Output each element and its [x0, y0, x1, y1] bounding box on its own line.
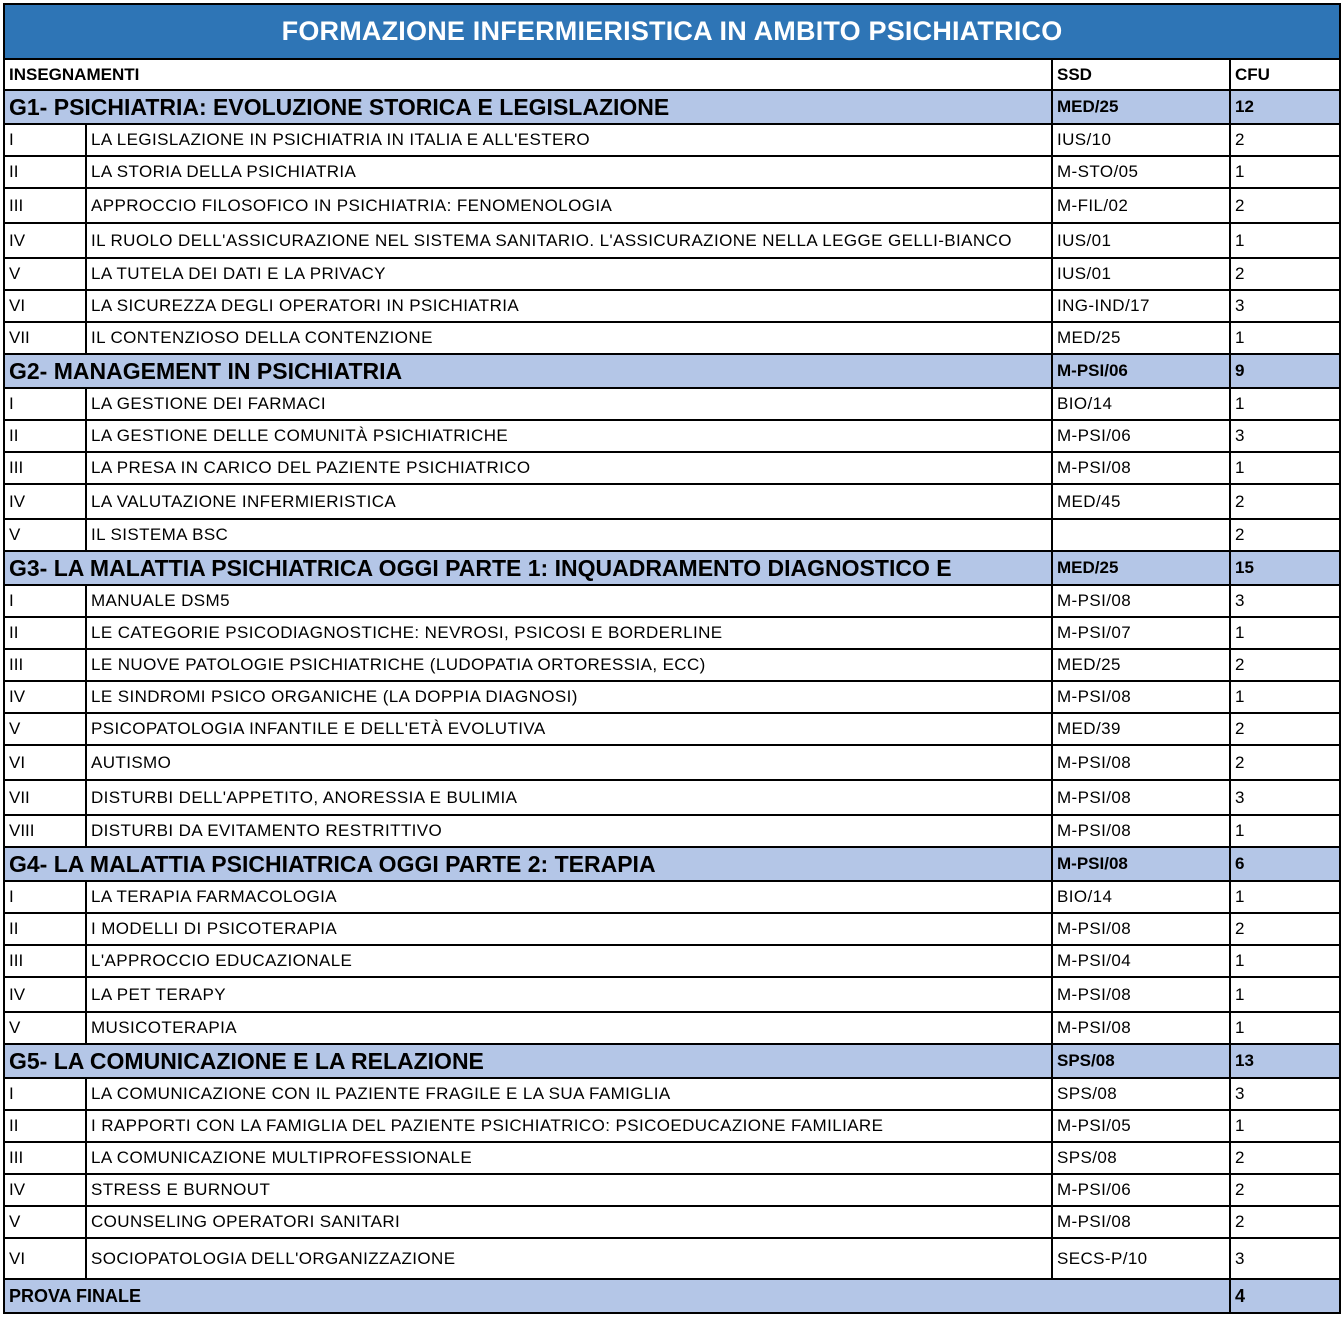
table-row [4, 881, 1340, 913]
item-cfu: 1 [1230, 815, 1340, 847]
table-row [4, 713, 1340, 745]
table-row [4, 649, 1340, 681]
item-ssd: IUS/10 [1052, 124, 1230, 156]
item-ssd: M-PSI/08 [1052, 1206, 1230, 1238]
item-name: LE CATEGORIE PSICODIAGNOSTICHE: NEVROSI, PSICOSI E BORDERLINE [86, 617, 1052, 649]
item-number: IV [4, 977, 86, 1012]
item-cfu: 2 [1230, 519, 1340, 551]
item-cfu: 2 [1230, 649, 1340, 681]
item-number: V [4, 713, 86, 745]
item-ssd: M-PSI/08 [1052, 681, 1230, 713]
item-name: LA TERAPIA FARMACOLOGIA [86, 881, 1052, 913]
item-number: V [4, 1012, 86, 1044]
item-ssd: MED/25 [1052, 649, 1230, 681]
item-ssd: BIO/14 [1052, 881, 1230, 913]
item-number: III [4, 649, 86, 681]
item-ssd: M-PSI/08 [1052, 780, 1230, 815]
item-name: APPROCCIO FILOSOFICO IN PSICHIATRIA: FENOMENOLOGIA [86, 188, 1052, 223]
item-name: MANUALE DSM5 [86, 585, 1052, 617]
table-row [4, 945, 1340, 977]
item-cfu: 2 [1230, 1174, 1340, 1206]
group-ssd: M-PSI/08 [1052, 847, 1230, 881]
item-name: I RAPPORTI CON LA FAMIGLIA DEL PAZIENTE PSICHIATRICO: PSICOEDUCAZIONE FAMILIARE [86, 1110, 1052, 1142]
item-ssd: M-PSI/06 [1052, 420, 1230, 452]
item-cfu: 1 [1230, 881, 1340, 913]
item-number: VI [4, 1238, 86, 1279]
item-cfu: 1 [1230, 223, 1340, 258]
table-row [4, 223, 1340, 258]
item-number: VII [4, 780, 86, 815]
item-number: VI [4, 745, 86, 780]
item-name: COUNSELING OPERATORI SANITARI [86, 1206, 1052, 1238]
item-cfu: 2 [1230, 1206, 1340, 1238]
item-name: LA TUTELA DEI DATI E LA PRIVACY [86, 258, 1052, 290]
item-name: DISTURBI DA EVITAMENTO RESTRITTIVO [86, 815, 1052, 847]
group-cfu: 13 [1230, 1044, 1340, 1078]
group-cfu: 9 [1230, 354, 1340, 388]
group-title: G2- MANAGEMENT IN PSICHIATRIA [4, 354, 1052, 388]
item-name: IL SISTEMA BSC [86, 519, 1052, 551]
item-cfu: 3 [1230, 290, 1340, 322]
item-number: VI [4, 290, 86, 322]
group-row [4, 354, 1340, 388]
item-cfu: 3 [1230, 1238, 1340, 1279]
item-ssd [1052, 519, 1230, 551]
group-title: G3- LA MALATTIA PSICHIATRICA OGGI PARTE 1: INQUADRAMENTO DIAGNOSTICO E [4, 551, 1052, 585]
item-ssd: MED/39 [1052, 713, 1230, 745]
item-ssd: MED/25 [1052, 322, 1230, 354]
item-cfu: 1 [1230, 1012, 1340, 1044]
item-name: DISTURBI DELL'APPETITO, ANORESSIA E BULIMIA [86, 780, 1052, 815]
item-cfu: 3 [1230, 1078, 1340, 1110]
item-name: LA PET TERAPY [86, 977, 1052, 1012]
item-cfu: 3 [1230, 420, 1340, 452]
group-ssd: SPS/08 [1052, 1044, 1230, 1078]
table-row [4, 124, 1340, 156]
item-number: V [4, 1206, 86, 1238]
item-cfu: 1 [1230, 156, 1340, 188]
item-ssd: M-PSI/05 [1052, 1110, 1230, 1142]
item-name: LA GESTIONE DEI FARMACI [86, 388, 1052, 420]
group-title: G1- PSICHIATRIA: EVOLUZIONE STORICA E LEGISLAZIONE [4, 90, 1052, 124]
table-row [4, 913, 1340, 945]
item-ssd: MED/45 [1052, 484, 1230, 519]
final-row [4, 1279, 1340, 1313]
item-number: I [4, 585, 86, 617]
item-number: III [4, 188, 86, 223]
item-number: III [4, 945, 86, 977]
item-name: IL RUOLO DELL'ASSICURAZIONE NEL SISTEMA SANITARIO. L'ASSICURAZIONE NELLA LEGGE GELLI-BIANCO [86, 223, 1052, 258]
item-cfu: 1 [1230, 388, 1340, 420]
item-name: IL CONTENZIOSO DELLA CONTENZIONE [86, 322, 1052, 354]
group-ssd: MED/25 [1052, 551, 1230, 585]
item-number: I [4, 388, 86, 420]
table-row [4, 1078, 1340, 1110]
item-ssd: M-PSI/06 [1052, 1174, 1230, 1206]
item-number: IV [4, 681, 86, 713]
title-row [4, 4, 1340, 59]
item-ssd: SPS/08 [1052, 1142, 1230, 1174]
item-name: AUTISMO [86, 745, 1052, 780]
item-cfu: 3 [1230, 585, 1340, 617]
item-name: STRESS E BURNOUT [86, 1174, 1052, 1206]
item-name: L'APPROCCIO EDUCAZIONALE [86, 945, 1052, 977]
item-cfu: 2 [1230, 1142, 1340, 1174]
item-number: V [4, 519, 86, 551]
item-cfu: 2 [1230, 258, 1340, 290]
item-ssd: ING-IND/17 [1052, 290, 1230, 322]
item-cfu: 1 [1230, 681, 1340, 713]
page-title: FORMAZIONE INFERMIERISTICA IN AMBITO PSICHIATRICO [4, 4, 1340, 59]
item-number: I [4, 1078, 86, 1110]
item-name: LE NUOVE PATOLOGIE PSICHIATRICHE (LUDOPATIA ORTORESSIA, ECC) [86, 649, 1052, 681]
table-row [4, 452, 1340, 484]
table-row [4, 258, 1340, 290]
item-cfu: 2 [1230, 745, 1340, 780]
table-row [4, 322, 1340, 354]
item-ssd: M-PSI/08 [1052, 452, 1230, 484]
item-cfu: 2 [1230, 913, 1340, 945]
item-ssd: M-PSI/08 [1052, 977, 1230, 1012]
item-number: IV [4, 1174, 86, 1206]
item-name: LA LEGISLAZIONE IN PSICHIATRIA IN ITALIA E ALL'ESTERO [86, 124, 1052, 156]
item-ssd: M-PSI/08 [1052, 815, 1230, 847]
item-cfu: 1 [1230, 1110, 1340, 1142]
group-ssd: MED/25 [1052, 90, 1230, 124]
item-cfu: 2 [1230, 124, 1340, 156]
table-row [4, 484, 1340, 519]
item-cfu: 2 [1230, 713, 1340, 745]
header-subject: INSEGNAMENTI [4, 59, 1052, 90]
item-number: II [4, 1110, 86, 1142]
table-row [4, 388, 1340, 420]
table-row [4, 1110, 1340, 1142]
item-name: LE SINDROMI PSICO ORGANICHE (LA DOPPIA DIAGNOSI) [86, 681, 1052, 713]
item-number: I [4, 124, 86, 156]
header-ssd: SSD [1052, 59, 1230, 90]
table-row [4, 290, 1340, 322]
table-row [4, 519, 1340, 551]
item-cfu: 2 [1230, 188, 1340, 223]
final-label: PROVA FINALE [4, 1279, 1230, 1313]
table-row [4, 585, 1340, 617]
item-cfu: 2 [1230, 484, 1340, 519]
group-title: G4- LA MALATTIA PSICHIATRICA OGGI PARTE 2: TERAPIA [4, 847, 1052, 881]
item-ssd: M-PSI/08 [1052, 1012, 1230, 1044]
item-number: II [4, 913, 86, 945]
table-row [4, 815, 1340, 847]
curriculum-table [3, 3, 1341, 1314]
item-ssd: IUS/01 [1052, 258, 1230, 290]
item-name: LA SICUREZZA DEGLI OPERATORI IN PSICHIATRIA [86, 290, 1052, 322]
table-row [4, 745, 1340, 780]
table-row [4, 1174, 1340, 1206]
table-row [4, 780, 1340, 815]
item-cfu: 1 [1230, 945, 1340, 977]
table-row [4, 1206, 1340, 1238]
item-cfu: 1 [1230, 322, 1340, 354]
item-ssd: IUS/01 [1052, 223, 1230, 258]
item-name: I MODELLI DI PSICOTERAPIA [86, 913, 1052, 945]
item-cfu: 1 [1230, 617, 1340, 649]
item-cfu: 3 [1230, 780, 1340, 815]
item-ssd: SECS-P/10 [1052, 1238, 1230, 1279]
item-number: III [4, 1142, 86, 1174]
item-name: LA VALUTAZIONE INFERMIERISTICA [86, 484, 1052, 519]
group-ssd: M-PSI/06 [1052, 354, 1230, 388]
group-title: G5- LA COMUNICAZIONE E LA RELAZIONE [4, 1044, 1052, 1078]
table-row [4, 1238, 1340, 1279]
item-number: II [4, 617, 86, 649]
item-name: LA GESTIONE DELLE COMUNITÀ PSICHIATRICHE [86, 420, 1052, 452]
group-row [4, 1044, 1340, 1078]
header-cfu: CFU [1230, 59, 1340, 90]
table-row [4, 156, 1340, 188]
table-row [4, 420, 1340, 452]
item-name: MUSICOTERAPIA [86, 1012, 1052, 1044]
group-row [4, 551, 1340, 585]
item-cfu: 1 [1230, 452, 1340, 484]
table-row [4, 1142, 1340, 1174]
item-ssd: SPS/08 [1052, 1078, 1230, 1110]
table-row [4, 188, 1340, 223]
item-number: II [4, 420, 86, 452]
group-cfu: 12 [1230, 90, 1340, 124]
table-row [4, 617, 1340, 649]
item-ssd: M-PSI/07 [1052, 617, 1230, 649]
item-name: LA PRESA IN CARICO DEL PAZIENTE PSICHIATRICO [86, 452, 1052, 484]
item-number: I [4, 881, 86, 913]
item-number: II [4, 156, 86, 188]
item-number: V [4, 258, 86, 290]
item-name: LA COMUNICAZIONE CON IL PAZIENTE FRAGILE E LA SUA FAMIGLIA [86, 1078, 1052, 1110]
item-ssd: M-PSI/08 [1052, 585, 1230, 617]
curriculum-sheet [3, 3, 1339, 1314]
item-number: III [4, 452, 86, 484]
item-name: LA COMUNICAZIONE MULTIPROFESSIONALE [86, 1142, 1052, 1174]
table-row [4, 977, 1340, 1012]
item-name: SOCIOPATOLOGIA DELL'ORGANIZZAZIONE [86, 1238, 1052, 1279]
item-number: VIII [4, 815, 86, 847]
item-ssd: M-PSI/04 [1052, 945, 1230, 977]
group-row [4, 90, 1340, 124]
item-ssd: M-PSI/08 [1052, 745, 1230, 780]
item-ssd: M-FIL/02 [1052, 188, 1230, 223]
table-row [4, 681, 1340, 713]
item-ssd: BIO/14 [1052, 388, 1230, 420]
group-cfu: 6 [1230, 847, 1340, 881]
item-name: PSICOPATOLOGIA INFANTILE E DELL'ETÀ EVOLUTIVA [86, 713, 1052, 745]
item-number: IV [4, 484, 86, 519]
item-ssd: M-PSI/08 [1052, 913, 1230, 945]
item-number: IV [4, 223, 86, 258]
group-row [4, 847, 1340, 881]
final-cfu: 4 [1230, 1279, 1340, 1313]
header-row [4, 59, 1340, 90]
item-ssd: M-STO/05 [1052, 156, 1230, 188]
table-row [4, 1012, 1340, 1044]
group-cfu: 15 [1230, 551, 1340, 585]
item-cfu: 1 [1230, 977, 1340, 1012]
item-name: LA STORIA DELLA PSICHIATRIA [86, 156, 1052, 188]
item-number: VII [4, 322, 86, 354]
